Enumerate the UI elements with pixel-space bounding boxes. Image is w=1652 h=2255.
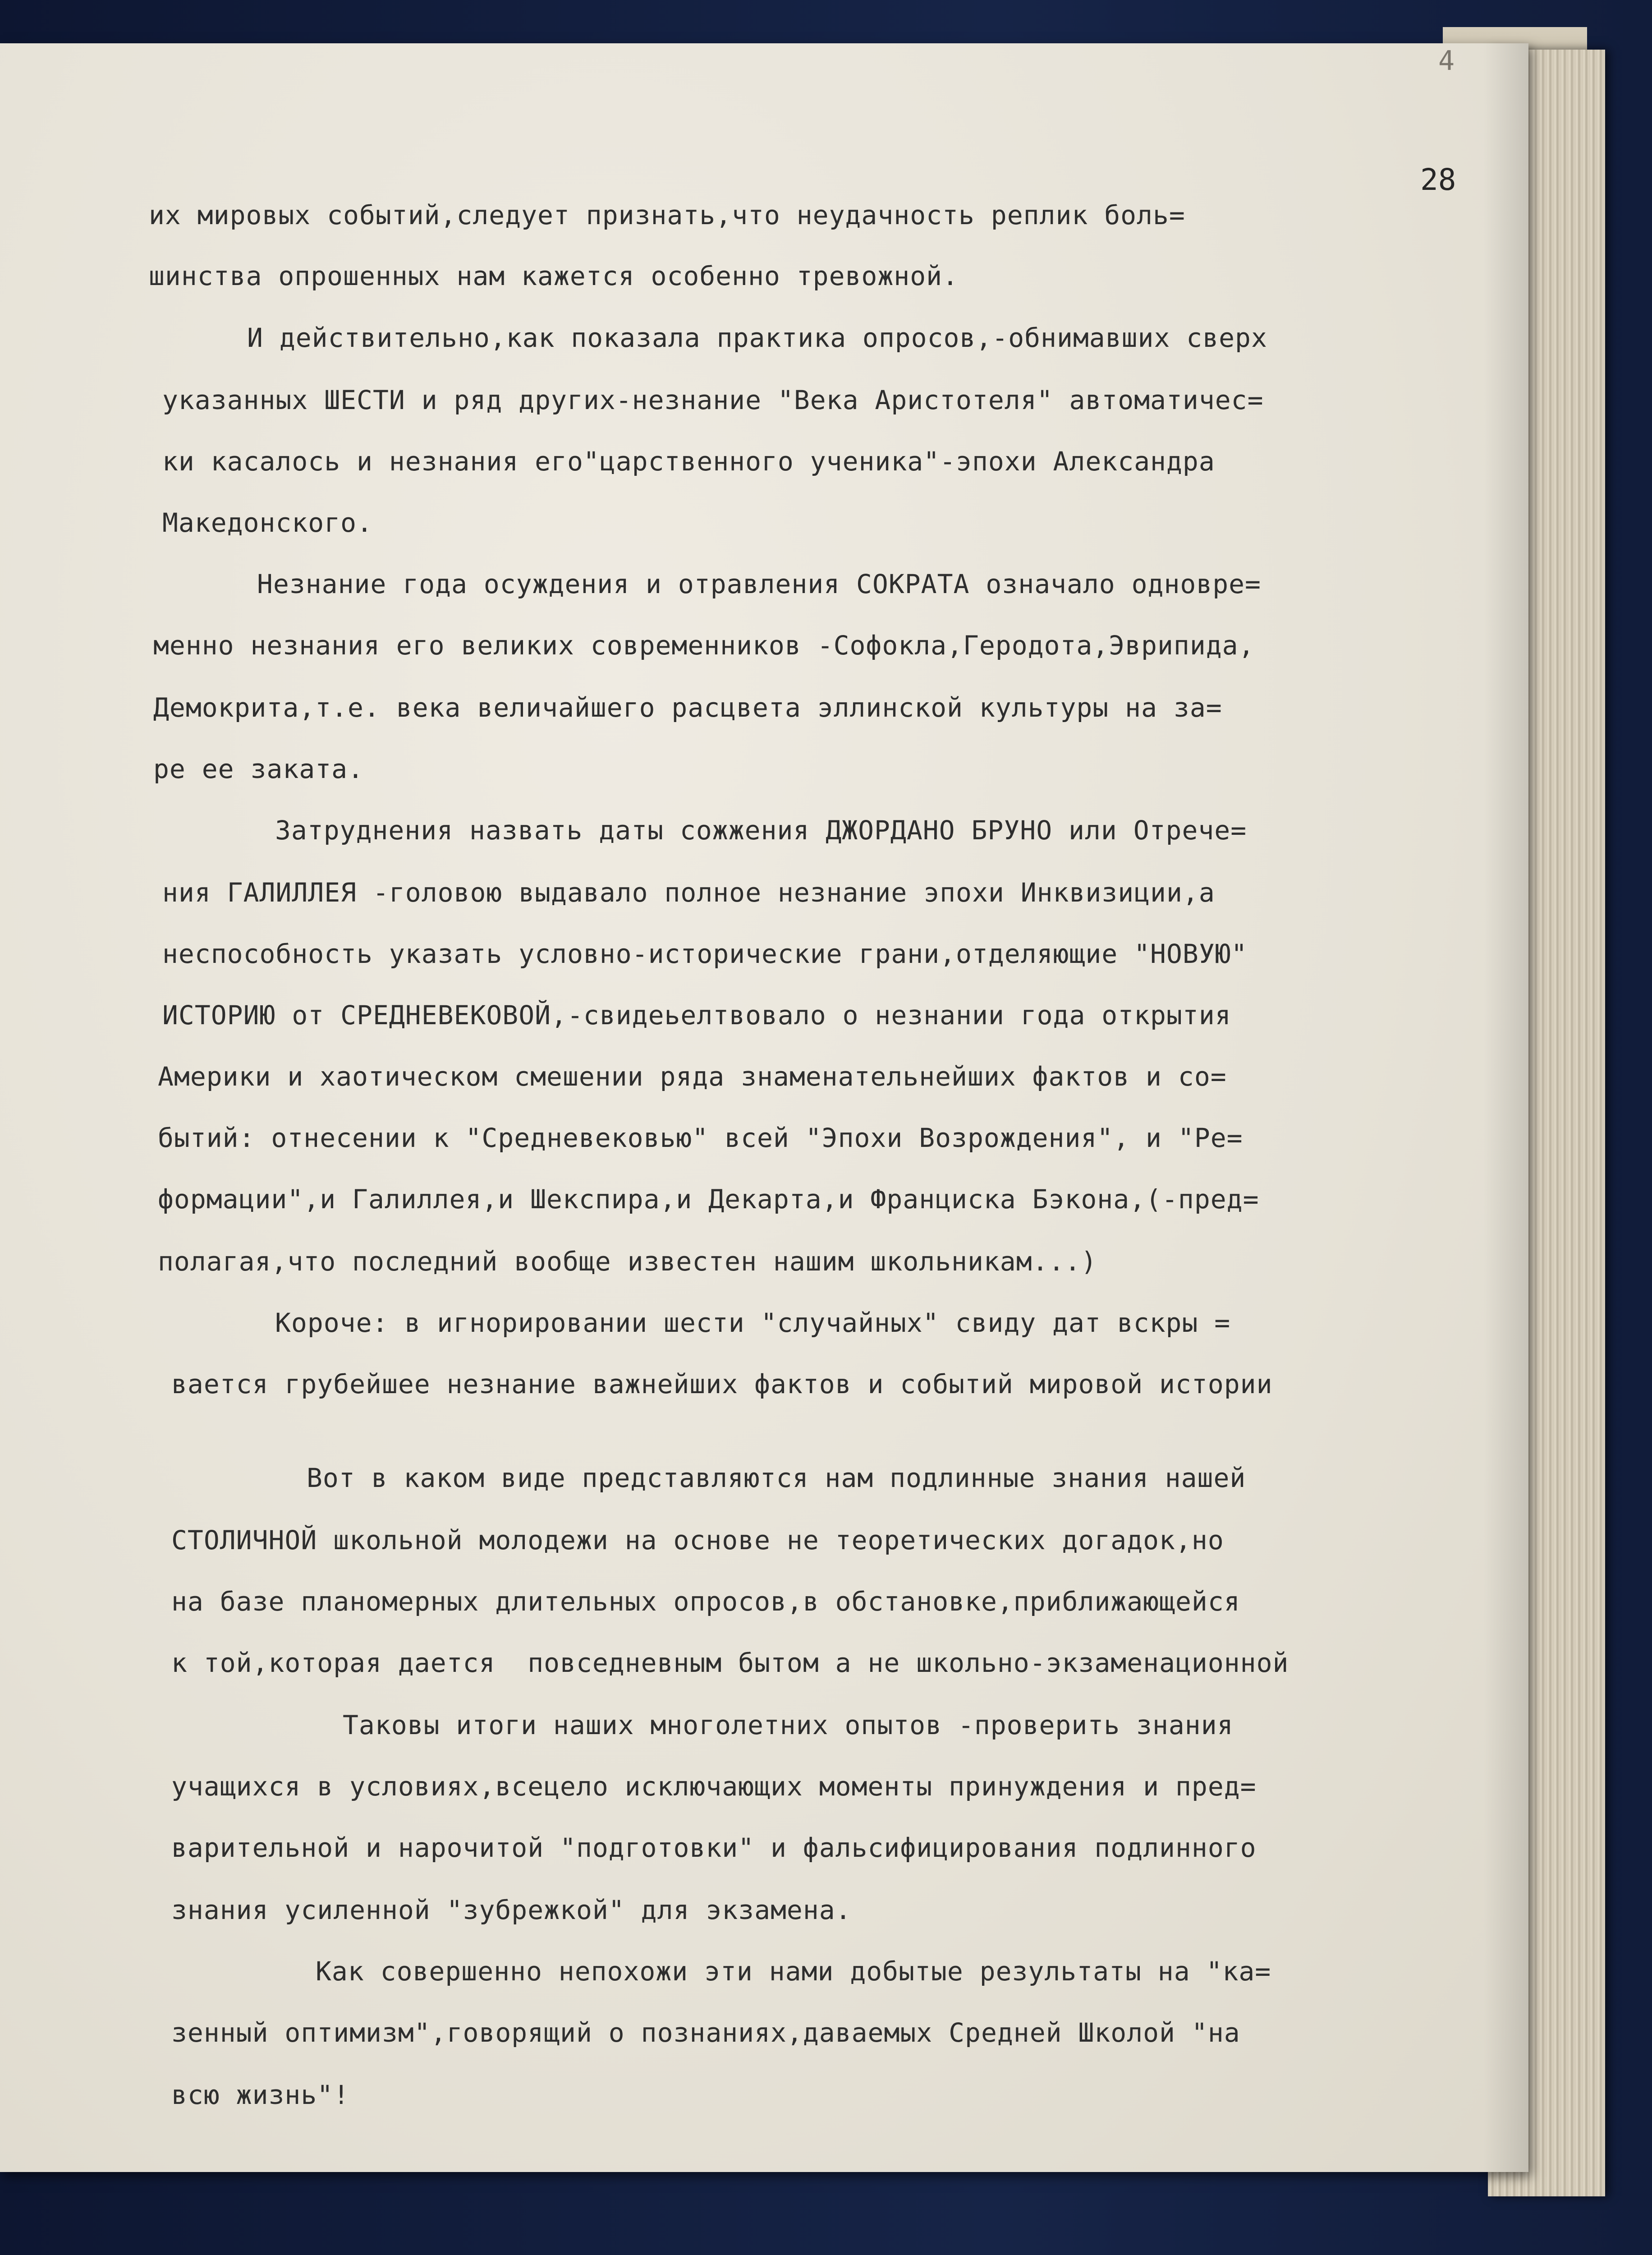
text-line: Македонского.	[162, 507, 373, 538]
text-line: варительной и нарочитой "подготовки" и фальсифицирования подлинного	[171, 1832, 1257, 1863]
text-line: Демокрита,т.е. века величайшего расцвета эллинской культуры на за=	[153, 692, 1222, 723]
text-line: Америки и хаотическом смешении ряда знаменательнейших фактов и со=	[158, 1061, 1227, 1092]
text-line: всю жизнь"!	[171, 2080, 350, 2110]
page-number: 28	[1420, 162, 1456, 197]
text-line: ки касалось и незнания его"царственного ученика"-эпохи Александра	[162, 446, 1215, 477]
text-line: зенный оптимизм",говорящий о познаниях,даваемых Средней Школой "на	[171, 2017, 1240, 2048]
text-line: Короче: в игнорировании шести "случайных" свиду дат вскры =	[275, 1307, 1231, 1338]
text-line: к той,которая дается повседневным бытом а не школьно-экзаменационной	[171, 1648, 1289, 1678]
text-line: И действительно,как показала практика опросов,-обнимавших сверх	[247, 322, 1267, 353]
text-line: вается грубейшее незнание важнейших фактов и событий мировой истории	[171, 1369, 1273, 1399]
text-line: Затруднения назвать даты сожжения ДЖОРДАНО БРУНО или Отрече=	[275, 815, 1247, 846]
text-line: Как совершенно непохожи эти нами добытые результаты на "ка=	[316, 1956, 1271, 1987]
text-line: бытий: отнесении к "Средневековью" всей "Эпохи Возрождения", и "Ре=	[158, 1123, 1243, 1153]
text-line: ре ее заката.	[153, 754, 364, 784]
text-line: ния ГАЛИЛЛЕЯ -головою выдавало полное незнание эпохи Инквизиции,а	[162, 877, 1215, 908]
text-line: указанных ШЕСТИ и ряд других-незнание "Века Аристотеля" автоматичес=	[162, 385, 1264, 415]
text-line: шинства опрошенных нам кажется особенно тревожной.	[149, 261, 959, 291]
text-line: СТОЛИЧНОЙ школьной молодежи на основе не теоретических догадок,но	[171, 1525, 1224, 1555]
text-line: формации",и Галиллея,и Шекспира,и Декарта,и Франциска Бэкона,(-пред=	[158, 1184, 1259, 1215]
text-line: их мировых событий,следует признать,что неудачность реплик боль=	[149, 200, 1185, 230]
text-line: Вот в каком виде представляются нам подлинные знания нашей	[307, 1463, 1246, 1493]
text-line: менно незнания его великих современников -Софокла,Геродота,Эврипида,	[153, 630, 1255, 661]
text-line: ИСТОРИЮ от СРЕДНЕВЕКОВОЙ,-свидеьелтвовало о незнании года открытия	[162, 1000, 1231, 1031]
text-line: Незнание года осуждения и отравления СОКРАТА означало одновре=	[257, 569, 1261, 599]
text-line: учащихся в условиях,всецело исключающих моменты принуждения и пред=	[171, 1771, 1257, 1802]
text-line: на базе планомерных длительных опросов,в обстановке,приближающейся	[171, 1586, 1240, 1617]
text-line: знания усиленной "зубрежкой" для экзамена.	[171, 1895, 852, 1925]
text-line: неспособность указать условно-исторические грани,отделяющие "НОВУЮ"	[162, 939, 1248, 969]
page-curl-shadow	[1483, 43, 1528, 2172]
corner-mark: 4	[1438, 45, 1455, 77]
text-line: полагая,что последний вообще известен нашим школьникам...)	[158, 1246, 1097, 1277]
text-line: Таковы итоги наших многолетних опытов -проверить знания	[343, 1710, 1234, 1740]
